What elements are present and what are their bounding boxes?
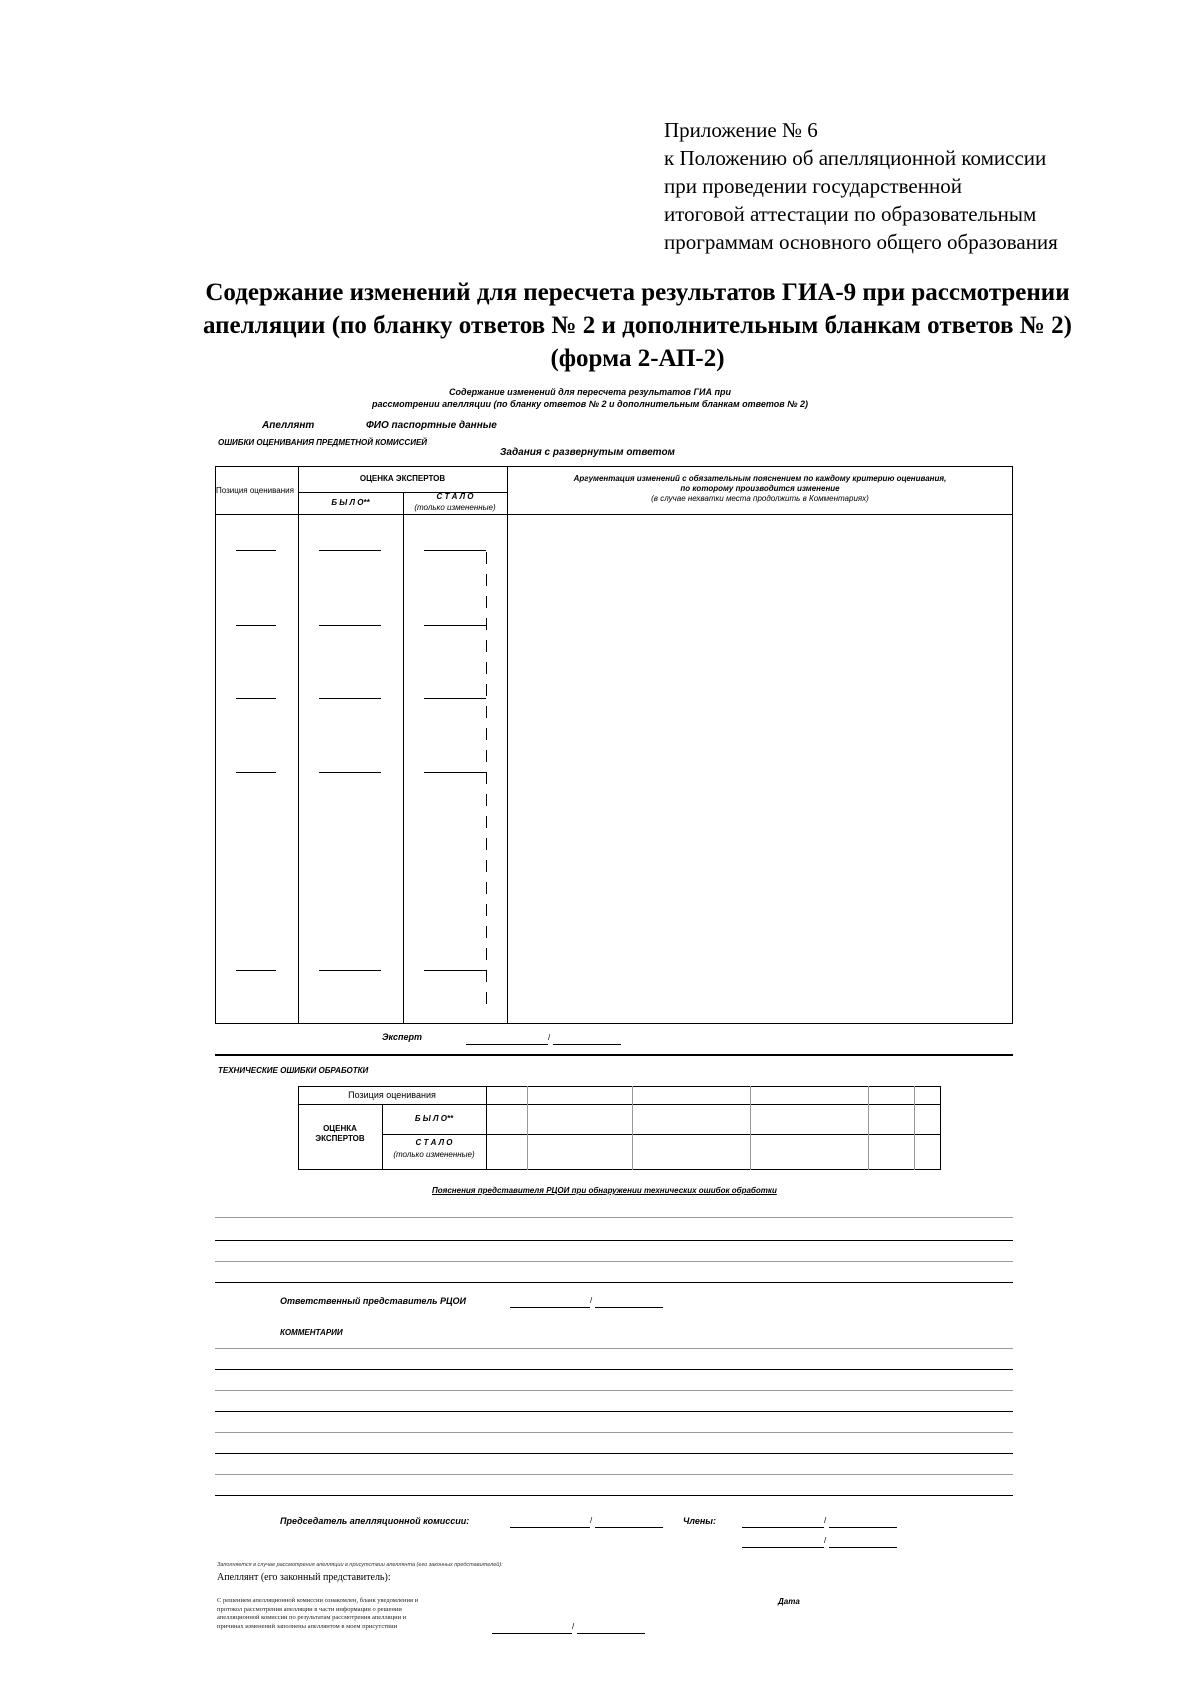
- became-tick: [486, 882, 487, 894]
- became-tick: [486, 970, 487, 982]
- member-signature-field[interactable]: [742, 1527, 824, 1528]
- appendix-line: программам основного общего образования: [664, 230, 1058, 254]
- became-entry-field[interactable]: [424, 625, 486, 626]
- appendix-note: [664, 116, 1058, 256]
- ack-line: апелляционной комиссии по результатам рассмотрения апелляции и: [217, 1614, 407, 1621]
- title-line: (форма 2-АП-2): [550, 345, 725, 372]
- table-divider: [403, 492, 404, 1024]
- comment-line[interactable]: [215, 1432, 1013, 1433]
- appellant-value: ФИО паспортные данные: [366, 420, 497, 431]
- tech-became-note: (только измененные): [393, 1150, 475, 1159]
- expert-label: Эксперт: [382, 1032, 423, 1042]
- tech-score-line: ЭКСПЕРТОВ: [315, 1134, 365, 1143]
- section-divider: [215, 1054, 1013, 1056]
- table-divider: [527, 1086, 528, 1170]
- tech-score-line: ОЦЕНКА: [323, 1124, 357, 1133]
- col-expert-score-header: ОЦЕНКА ЭКСПЕРТОВ: [359, 474, 446, 483]
- became-tick: [486, 816, 487, 828]
- comment-line[interactable]: [215, 1348, 1013, 1349]
- appendix-line: к Положению об апелляционной комиссии: [664, 146, 1047, 170]
- comment-line[interactable]: [215, 1495, 1013, 1496]
- col-was-header: Б Ы Л О**: [331, 498, 370, 507]
- form-header-line: Содержание изменений для пересчета результатов ГИА при: [449, 387, 731, 397]
- became-entry-field[interactable]: [424, 970, 486, 971]
- chair-signature-field[interactable]: [510, 1527, 590, 1528]
- comment-line[interactable]: [215, 1474, 1013, 1475]
- was-entry-field[interactable]: [319, 772, 381, 773]
- form-header-line: рассмотрении апелляции (по бланку ответов № 2 и дополнительным бланкам ответов № 2): [371, 399, 809, 409]
- became-tick: [486, 596, 487, 608]
- became-tick: [486, 772, 487, 784]
- slash-separator: /: [590, 1516, 593, 1525]
- tech-was-label: Б Ы Л О**: [414, 1114, 454, 1123]
- became-tick: [486, 948, 487, 960]
- table-divider: [298, 466, 299, 1024]
- comment-line[interactable]: [215, 1369, 1013, 1370]
- tech-score-label: [298, 1124, 382, 1144]
- was-entry-field[interactable]: [319, 698, 381, 699]
- became-tick: [486, 794, 487, 806]
- became-tick: [486, 662, 487, 674]
- comment-line[interactable]: [215, 1453, 1013, 1454]
- fill-note: Заполняется в случае рассмотрения апелляции в присутствии апеллянта (его законных представителей):: [217, 1562, 503, 1568]
- slash-separator: /: [548, 1033, 551, 1042]
- rcoi-name-field[interactable]: [595, 1307, 663, 1308]
- member-name-field[interactable]: [829, 1527, 897, 1528]
- col-became-header: С Т А Л О: [436, 492, 474, 501]
- table-divider: [382, 1134, 941, 1135]
- became-entry-field[interactable]: [424, 698, 486, 699]
- appendix-line: при проведении государственной: [664, 174, 962, 198]
- member-signature-field[interactable]: [742, 1547, 824, 1548]
- table-divider: [298, 1104, 941, 1105]
- acknowledgement-text: [217, 1597, 418, 1631]
- table-divider: [632, 1086, 633, 1170]
- became-tick: [486, 838, 487, 850]
- col-position-header: Позиция оценивания: [216, 486, 294, 495]
- was-entry-field[interactable]: [319, 550, 381, 551]
- title-line: Содержание изменений для пересчета результатов ГИА-9 при рассмотрении: [205, 279, 1070, 306]
- table-divider: [868, 1086, 869, 1170]
- slash-separator: /: [590, 1296, 593, 1305]
- table-divider: [914, 1086, 915, 1170]
- table-divider: [507, 466, 508, 1024]
- appellant-label: Апеллянт: [262, 420, 315, 431]
- was-entry-field[interactable]: [319, 625, 381, 626]
- rcoi-rep-label: Ответственный представитель РЦОИ: [280, 1296, 466, 1306]
- table-divider: [750, 1086, 751, 1170]
- appellant-rep-label: Апеллянт (его законный представитель):: [217, 1572, 391, 1583]
- became-tick: [486, 684, 487, 696]
- appendix-line: итоговой аттестации по образовательным: [664, 202, 1037, 226]
- was-entry-field[interactable]: [319, 970, 381, 971]
- became-tick: [486, 574, 487, 586]
- argument-line: по которому производится изменение: [680, 484, 840, 493]
- became-entry-field[interactable]: [424, 772, 486, 773]
- rcoi-signature-field[interactable]: [510, 1307, 590, 1308]
- became-tick: [486, 750, 487, 762]
- position-entry-field[interactable]: [236, 625, 276, 626]
- became-tick: [486, 552, 487, 564]
- slash-separator: /: [824, 1536, 827, 1545]
- member-name-field[interactable]: [829, 1547, 897, 1548]
- argument-line: (в случае нехватки места продолжить в Комментариях): [651, 494, 869, 503]
- position-entry-field[interactable]: [236, 698, 276, 699]
- members-label: Члены:: [683, 1516, 716, 1526]
- became-tick: [486, 640, 487, 652]
- position-entry-field[interactable]: [236, 970, 276, 971]
- comment-line[interactable]: [215, 1390, 1013, 1391]
- section-grading-errors-title: ОШИБКИ ОЦЕНИВАНИЯ ПРЕДМЕТНОЙ КОМИССИЕЙ: [218, 438, 428, 447]
- writing-line[interactable]: [215, 1282, 1013, 1283]
- table-divider: [215, 514, 1013, 515]
- chair-name-field[interactable]: [595, 1527, 663, 1528]
- date-label: Дата: [778, 1597, 800, 1606]
- became-tick: [486, 926, 487, 938]
- argument-line: Аргументация изменений с обязательным пояснением по каждому критерию оценивания,: [573, 474, 947, 483]
- expert-name-field[interactable]: [553, 1044, 621, 1045]
- became-tick: [486, 860, 487, 872]
- title-line: апелляции (по бланку ответов № 2 и дополнительным бланкам ответов № 2): [202, 312, 1073, 339]
- col-argument-header: [508, 474, 1012, 504]
- rcoi-explanation-title: Пояснения представителя РЦОИ при обнаружении технических ошибок обработки: [432, 1186, 777, 1195]
- section-technical-errors-title: ТЕХНИЧЕСКИЕ ОШИБКИ ОБРАБОТКИ: [218, 1066, 369, 1075]
- became-tick: [486, 904, 487, 916]
- became-entry-field[interactable]: [424, 550, 486, 551]
- comment-line[interactable]: [215, 1411, 1013, 1412]
- tasks-title: Задания с развернутым ответом: [500, 447, 675, 458]
- position-entry-field[interactable]: [236, 772, 276, 773]
- appellant-signature-field[interactable]: [492, 1633, 572, 1634]
- appendix-line: Приложение № 6: [664, 118, 818, 142]
- table-divider: [486, 1086, 487, 1170]
- tech-became-label: С Т А Л О: [415, 1138, 453, 1147]
- appellant-name-field[interactable]: [577, 1633, 645, 1634]
- slash-separator: /: [572, 1622, 575, 1631]
- became-tick: [486, 728, 487, 740]
- became-tick: [486, 992, 487, 1004]
- expert-signature-field[interactable]: [466, 1044, 548, 1045]
- chair-label: Председатель апелляционной комиссии:: [280, 1516, 470, 1526]
- became-tick: [486, 618, 487, 630]
- col-became-note: (только измененные): [414, 503, 496, 512]
- form-header: [300, 386, 880, 410]
- writing-line[interactable]: [215, 1240, 1013, 1241]
- ack-line: причинах изменений заполнены апеллянтом в моем присутствии: [217, 1622, 398, 1630]
- position-entry-field[interactable]: [236, 550, 276, 551]
- ack-line: С решением апелляционной комиссии ознакомлен, бланк уведомления и: [217, 1597, 419, 1604]
- comments-label: КОММЕНТАРИИ: [280, 1328, 343, 1337]
- document-title: [150, 276, 1125, 375]
- ack-line: протокол рассмотрения апелляции в части информации о решении: [217, 1605, 402, 1613]
- slash-separator: /: [824, 1516, 827, 1525]
- tech-position-label: Позиция оценивания: [348, 1090, 436, 1100]
- became-tick: [486, 706, 487, 718]
- writing-line[interactable]: [215, 1261, 1013, 1262]
- writing-line[interactable]: [215, 1217, 1013, 1218]
